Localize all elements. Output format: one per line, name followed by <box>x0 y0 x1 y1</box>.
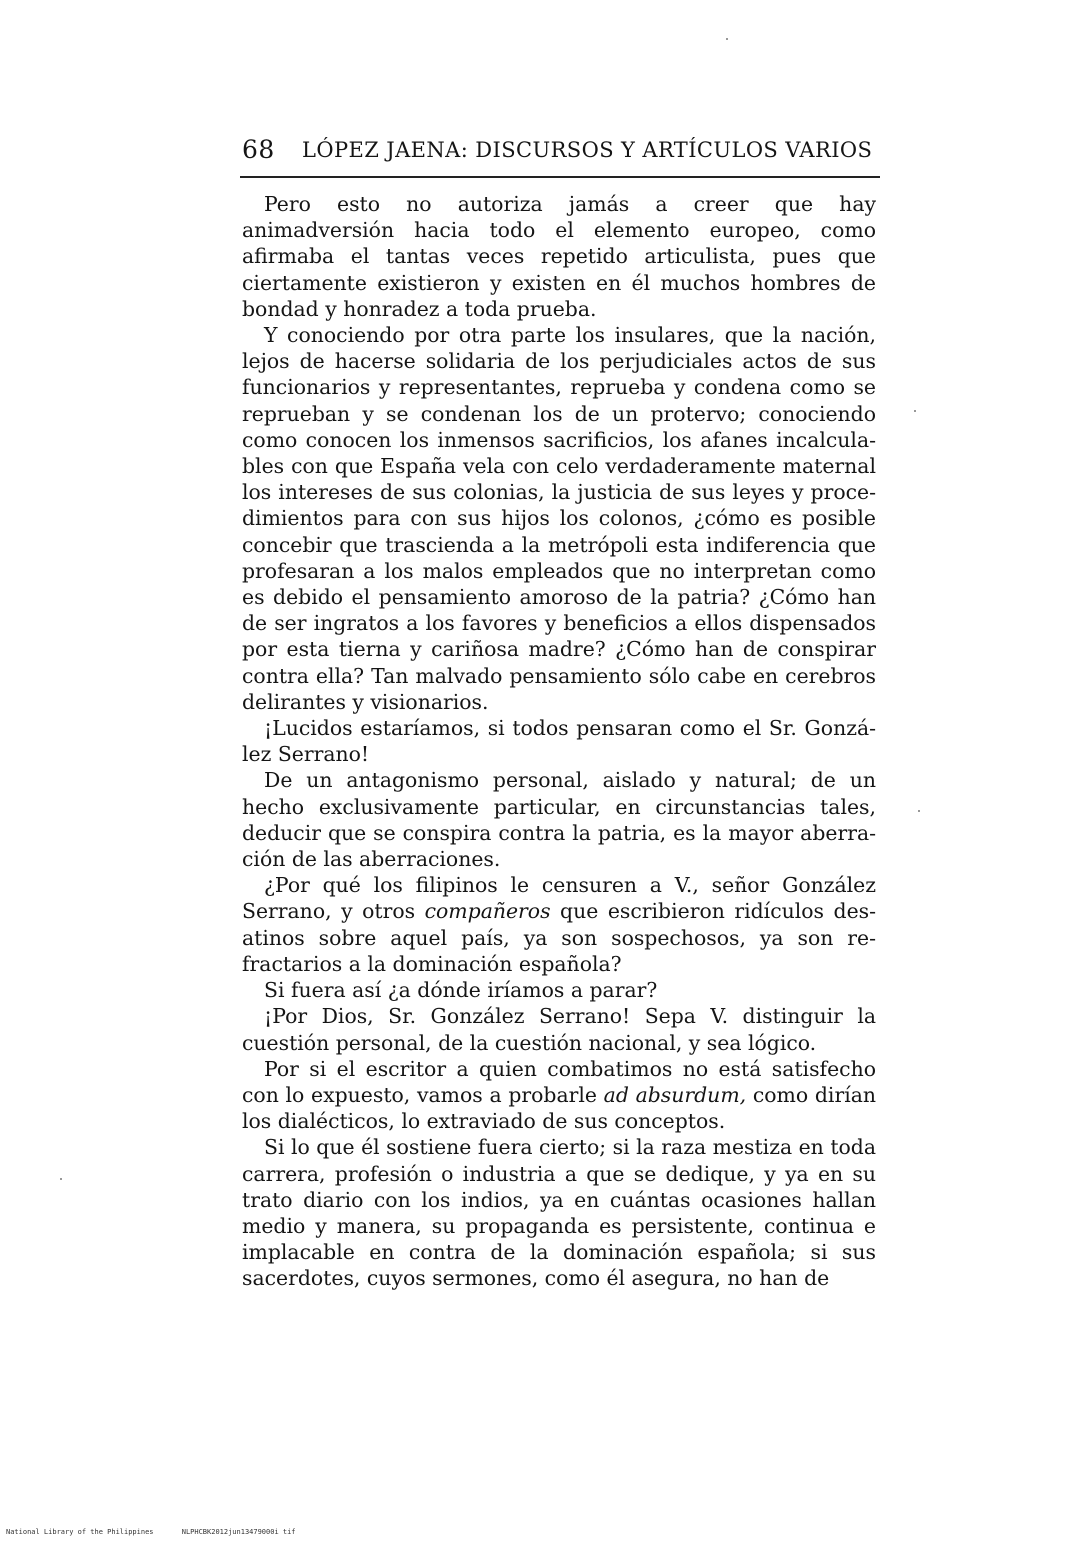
paragraph-5-after: que escribieron ridículos desatinos sobre aquel país, ya son sospechosos, ya son refractarios a la dominación española? <box>242 899 877 976</box>
paragraph-1: Pero esto no autoriza jamás a creer que hay animadversión hacia todo el elemento europeo, como afirmaba el tantas veces repetido articulista, pues que ciertamente existieron y existen en él muchos hombres de bondad y honradez a toda prueba. <box>242 192 876 321</box>
scan-speck <box>914 410 916 412</box>
scan-footer <box>6 1528 296 1536</box>
page-header <box>242 135 882 175</box>
paragraph-7: ¡Por Dios, Sr. González Serrano! Sepa V. distinguir la cuestión personal, de la cuestión nacional, y sea lógico. <box>242 1004 876 1055</box>
paragraph-9: Si lo que él sostiene fuera cierto; si la raza mestiza en toda carrera, profesión o industria a que se dedique, y ya en su trato diario con los indios, ya en cuántas ocasiones hallan medio y manera, su propaganda es persistente, continua e implacable en contra de la dominación española; si sus sacerdotes, cuyos sermones, como él asegura, no han de <box>242 1135 876 1291</box>
footer-library: National Library of the Philippines <box>6 1528 154 1536</box>
paragraph-5-italic: compañeros <box>424 899 551 924</box>
paragraph-5 <box>242 872 876 977</box>
paragraph-4: De un antagonismo personal, aislado y natural; de un hecho exclusivamente particular, en circunstancias tales, deducir que se conspira contra la patria, es la mayor aberración de las aberraciones. <box>242 768 876 872</box>
body-text <box>242 191 876 1292</box>
scan-speck <box>918 810 920 812</box>
paragraph-3: ¡Lucidos estaríamos, si todos pensaran como el Sr. González Serrano! <box>242 716 876 767</box>
page-number: 68 <box>242 135 275 164</box>
paragraph-6: Si fuera así ¿a dónde iríamos a parar? <box>264 978 658 1003</box>
scan-speck <box>726 38 728 40</box>
paragraph-2: Y conociendo por otra parte los insulares, que la nación, lejos de hacerse solidaria de los perjudiciales actos de sus funcionarios y representantes, reprueba y condena como se reprueban y se condenan los de un protervo; conociendo como conocen los inmensos sacrificios, los afanes incalculables con que España vela con celo verdaderamente maternal los intereses de sus colonias, la justicia de sus leyes y procedimientos para con sus hijos los colonos, ¿cómo es posible concebir que trascienda a la metrópoli esta indiferencia que profesaran a los malos empleados que no interpretan como es debido el pensamiento amoroso de la patria? ¿Cómo han de ser ingratos a los favores y beneficios a ellos dispensados por esta tierna y cariñosa madre? ¿Cómo han de conspirar contra ella? Tan malvado pensamiento sólo cabe en cerebros delirantes y visionarios. <box>242 323 876 714</box>
paragraph-8-italic: ad absurdum, <box>603 1082 747 1107</box>
paragraph-8-after: como dirían los dialécticos, lo extraviado de sus conceptos. <box>242 1082 877 1134</box>
header-rule <box>240 176 880 178</box>
paragraph-5-before: ¿Por qué los filipinos le censuren a V., señor González Serrano, y otros <box>242 873 876 924</box>
footer-scan-id: NLPHCBK2012jun13479000i tif <box>181 1528 296 1536</box>
scan-speck <box>60 1178 62 1180</box>
paragraph-8-before: Por si el escritor a quien combatimos no está satisfecho con lo expuesto, vamos a probarle <box>242 1056 876 1107</box>
running-title: LÓPEZ JAENA: DISCURSOS Y ARTÍCULOS VARIOS <box>302 138 873 162</box>
paragraph-8 <box>242 1056 876 1135</box>
